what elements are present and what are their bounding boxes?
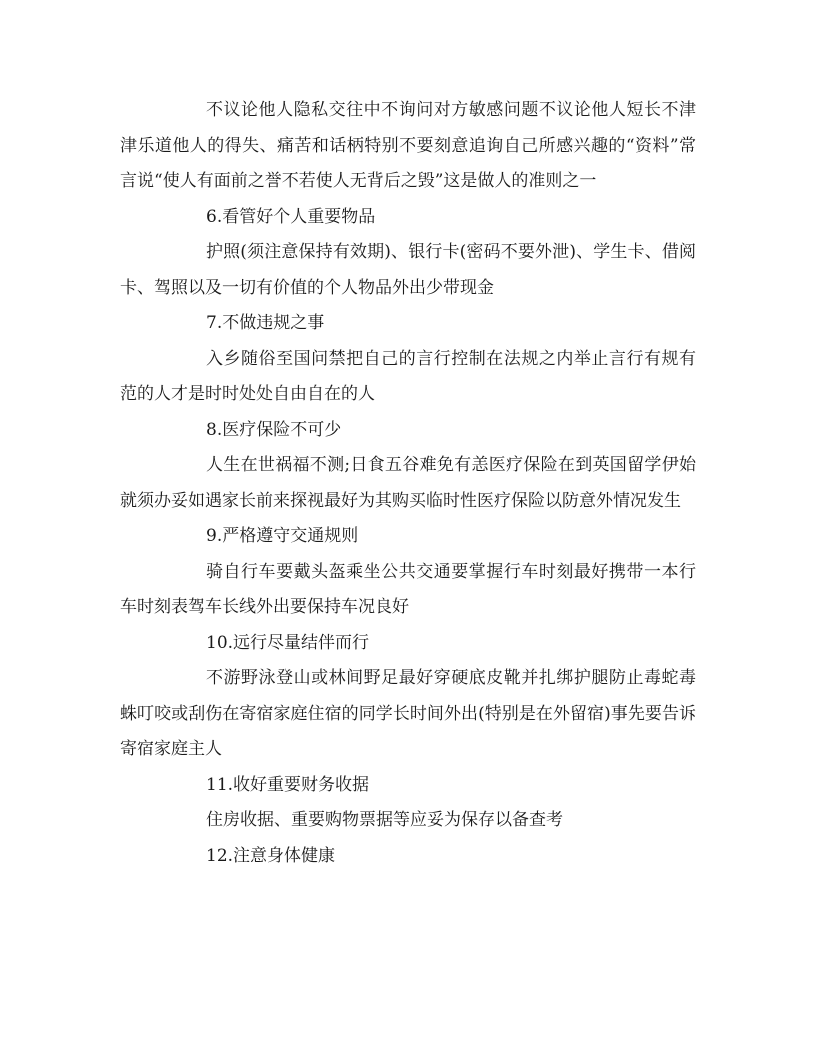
paragraph-traffic-rules: 骑自行车要戴头盔乘坐公共交通要掌握行车时刻最好携带一本行车时刻表驾车长线外出要保持车况良好 xyxy=(120,561,696,617)
paragraph-privacy: 不议论他人隐私交往中不询问对方敏感问题不议论他人短长不津津乐道他人的得失、痛苦和话柄特别不要刻意追询自己所感兴趣的“资料”常言说“使人有面前之誉不若使人无背后之毁”这是做人的准则之一 xyxy=(120,100,696,191)
paragraph-no-violations: 入乡随俗至国问禁把自己的言行控制在法规之内举止言行有规有范的人才是时时处处自由自在的人 xyxy=(120,348,696,404)
document-body xyxy=(120,93,696,874)
heading-medical-insurance: 8.医疗保险不可少 xyxy=(206,419,342,440)
paragraph-belongings: 护照(须注意保持有效期)、银行卡(密码不要外泄)、学生卡、借阅卡、驾照以及一切有价值的个人物品外出少带现金 xyxy=(120,242,696,298)
heading-receipts: 11.收好重要财务收据 xyxy=(206,774,370,795)
paragraph-receipts: 住房收据、重要购物票据等应妥为保存以备查考 xyxy=(206,810,563,830)
heading-travel-together: 10.远行尽量结伴而行 xyxy=(206,632,370,653)
heading-traffic-rules: 9.严格遵守交通规则 xyxy=(206,526,359,546)
heading-no-violations: 7.不做违规之事 xyxy=(206,313,325,333)
paragraph-travel-together: 不游野泳登山或林间野足最好穿硬底皮靴并扎绑护腿防止毒蛇毒蛛叮咬或刮伤在寄宿家庭住宿的同学长时间外出(特别是在外留宿)事先要告诉寄宿家庭主人 xyxy=(120,668,696,759)
paragraph-medical-insurance: 人生在世祸福不测;日食五谷难免有恙医疗保险在到英国留学伊始就须办妥如遇家长前来探视最好为其购买临时性医疗保险以防意外情况发生 xyxy=(120,455,696,511)
heading-health: 12.注意身体健康 xyxy=(206,845,336,866)
heading-belongings: 6.看管好个人重要物品 xyxy=(206,206,376,227)
